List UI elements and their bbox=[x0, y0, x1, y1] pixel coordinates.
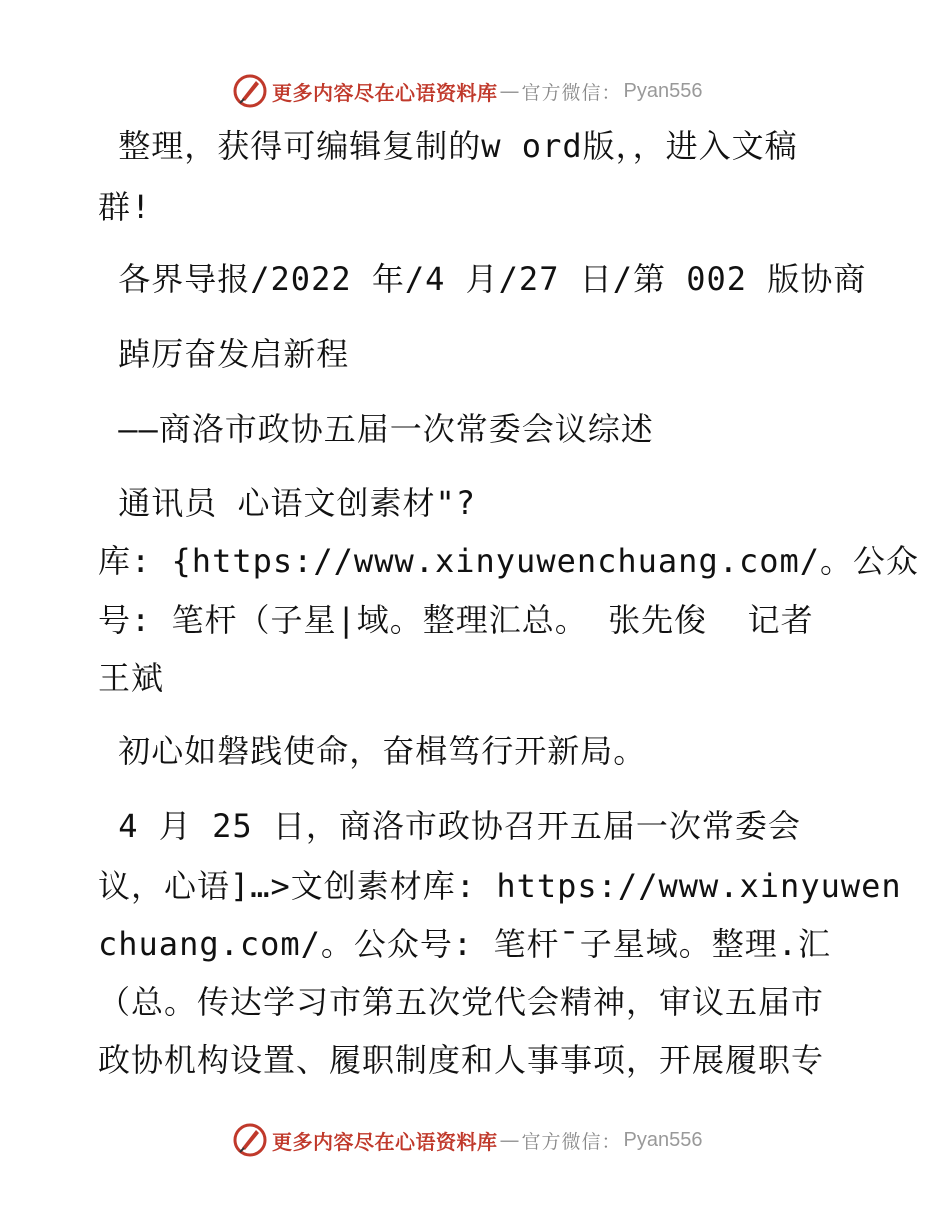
banner-slogan: 更多内容尽在心语资料库 bbox=[272, 80, 498, 105]
body-line: 库: {https://www.xinyuwenchuang.com/。公众 bbox=[98, 542, 920, 580]
body-line: 整理，获得可编辑复制的w ord版，，进入文稿 bbox=[98, 127, 798, 165]
body-line: 群! bbox=[98, 188, 152, 226]
article-subtitle: ——商洛市政协五届一次常委会议综述 bbox=[98, 410, 654, 448]
banner-dash: — bbox=[499, 79, 520, 103]
banner-wechat-label: 官方微信： bbox=[521, 1130, 622, 1153]
body-line: 议，心语]…>文创素材库: https://www.xinyuwen bbox=[98, 867, 902, 905]
banner-wechat-id: Pyan556 bbox=[623, 1128, 703, 1151]
body-line: （总。传达学习市第五次党代会精神，审议五届市 bbox=[98, 983, 825, 1021]
byline-line: 通讯员 心语文创素材"? bbox=[98, 484, 477, 522]
banner-slogan: 更多内容尽在心语资料库 bbox=[272, 1129, 498, 1154]
body-line: 初心如磐践使命，奋楫笃行开新局。 bbox=[98, 732, 647, 770]
body-line: 4 月 25 日，商洛市政协召开五届一次常委会 bbox=[98, 807, 801, 845]
footer-watermark-banner bbox=[232, 1120, 702, 1160]
quill-logo-icon bbox=[232, 73, 268, 109]
article-title: 踔厉奋发启新程 bbox=[98, 335, 350, 373]
banner-dash: — bbox=[499, 1128, 520, 1152]
body-line: 号: 笔杆（子星|域。整理汇总。 张先俊 记者 bbox=[98, 601, 814, 639]
body-line: 王斌 bbox=[98, 659, 165, 697]
quill-logo-icon bbox=[232, 1122, 268, 1158]
body-line: chuang.com/。公众号: 笔杆¯子星域。整理.汇 bbox=[98, 925, 831, 963]
body-line: 政协机构设置、履职制度和人事事项，开展履职专 bbox=[98, 1041, 825, 1079]
header-watermark-banner bbox=[232, 71, 702, 111]
banner-wechat-label: 官方微信： bbox=[521, 81, 622, 104]
banner-wechat-id: Pyan556 bbox=[623, 79, 703, 102]
body-line: 各界导报/2022 年/4 月/27 日/第 002 版协商 bbox=[98, 260, 867, 298]
